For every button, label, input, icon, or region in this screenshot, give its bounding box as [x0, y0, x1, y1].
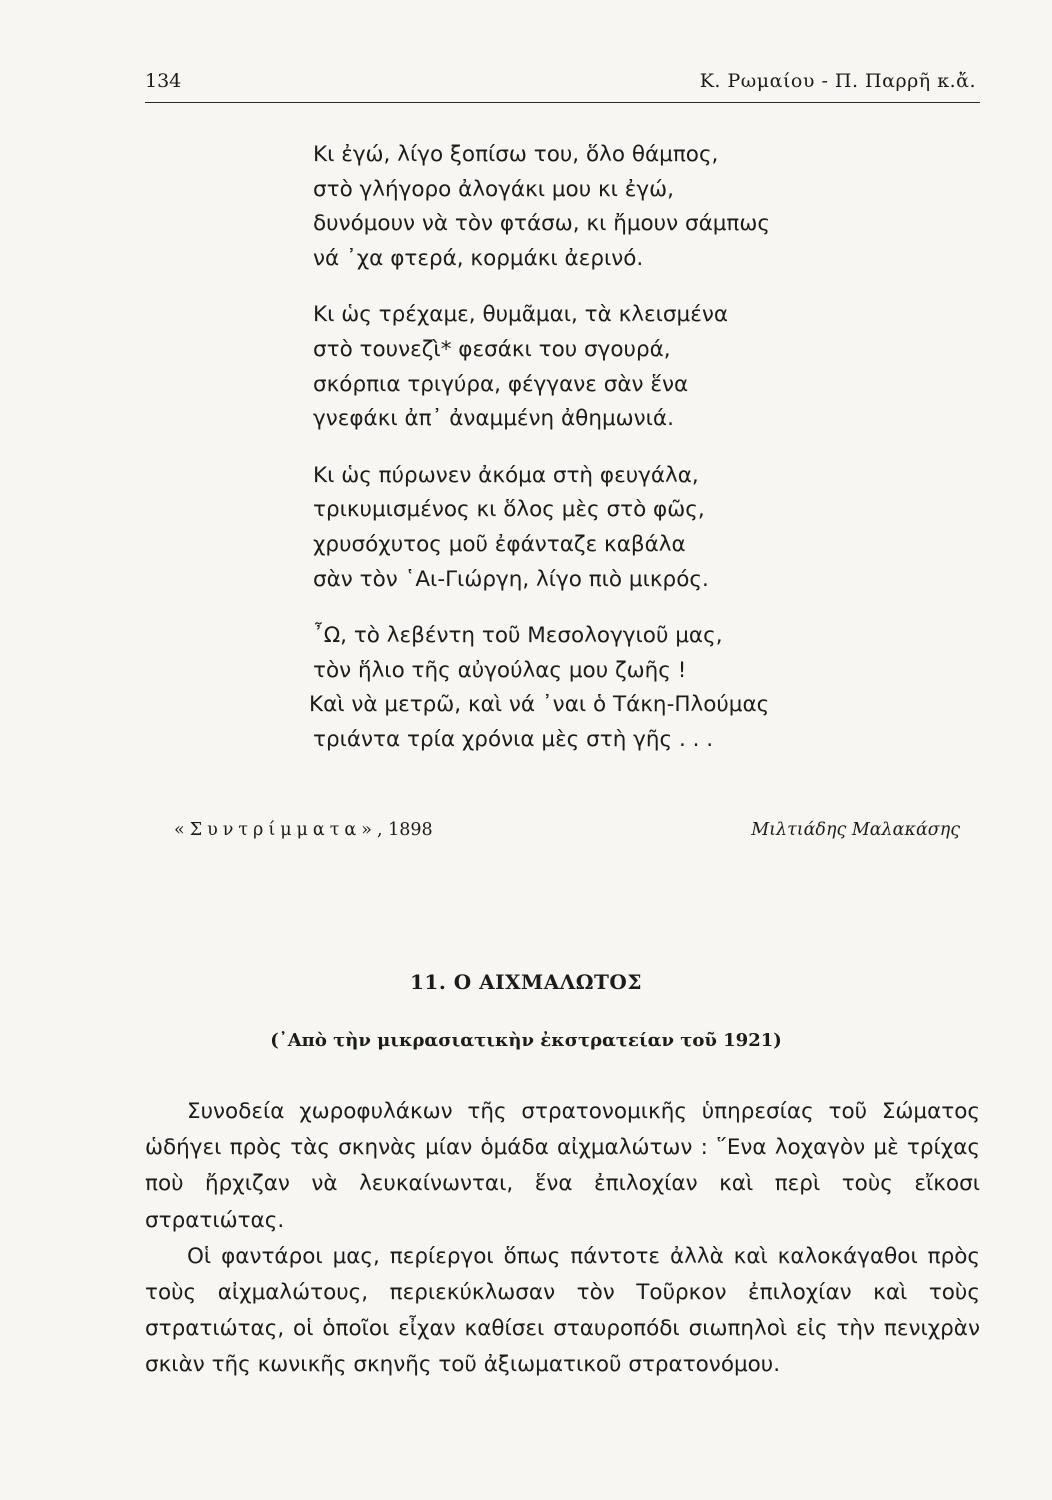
- poem-source-year: , 1898: [376, 820, 433, 840]
- poem-stanza: [313, 138, 873, 276]
- poem-line: τρικυμισμένος κι ὅλος μὲς στὸ φῶς,: [313, 497, 705, 523]
- paragraph: Συνοδεία χωροφυλάκων τῆς στρατονομικῆς ὑπηρεσίας τοῦ Σώματος ὡδήγει πρὸς τὰς σκηνὰς μίαν ὁμάδα αἰχμαλώτων : ῞Ενα λοχαγὸν μὲ τρίχας ποὺ ἤρχιζαν νὰ λευκαίνωνται, ἕνα ἐπιλοχίαν καὶ περὶ τοὺς εἴκοσι στρατιώτας.: [145, 1099, 980, 1233]
- poem-line: χρυσόχυτος μοῦ ἐφάνταζε καβάλα: [313, 531, 686, 557]
- poem-line: τριάντα τρία χρόνια μὲς στὴ γῆς . . .: [313, 726, 714, 752]
- poem-stanza: [309, 619, 873, 757]
- poem-source: [174, 820, 433, 840]
- poem-line: Κι ἐγώ, λίγο ξοπίσω του, ὅλο θάμπος,: [313, 142, 719, 167]
- poem-line: Καὶ νὰ μετρῶ, καὶ νά ᾽ναι ὁ Τάκη-Πλούμας: [309, 692, 770, 718]
- running-head: Κ. Ρωμαίου - Π. Παρρῆ κ.ἄ.: [699, 70, 976, 92]
- poem-line: στὸ τουνεζὶ* φεσάκι του σγουρά,: [313, 336, 671, 362]
- poem-line: τὸν ἥλιο τῆς αὐγούλας μου ζωῆς !: [313, 657, 687, 683]
- page-header: [145, 66, 980, 103]
- section-title: 11. Ο ΑΙΧΜΑΛΩΤΟΣ: [410, 970, 642, 994]
- poem: [309, 138, 873, 780]
- poem-line: ῏Ω, τὸ λεβέντη τοῦ Μεσολογγιοῦ μας,: [313, 623, 723, 649]
- poem-stanza: [313, 298, 873, 436]
- poem-line: στὸ γλήγορο ἀλογάκι μου κι ἐγώ,: [313, 176, 674, 202]
- poem-line: γνεφάκι ἀπ᾽ ἀναμμένη ἀθημωνιά.: [313, 406, 674, 432]
- poem-source-title: «Συντρίμματα»: [174, 820, 377, 840]
- paragraph: Οἱ φαντάροι μας, περίεργοι ὅπως πάντοτε ἀλλὰ καὶ καλοκάγαθοι πρὸς τοὺς αἰχμαλώτους, περιεκύκλωσαν τὸν Τοῦρκον ἐπιλοχίαν καὶ τοὺς στρατιώτας, οἱ ὁποῖοι εἶχαν καθίσει σταυροπόδι σιωπηλοὶ εἰς τὴν πενιχρὰν σκιὰν τῆς κωνικῆς σκηνῆς τοῦ ἀξιωματικοῦ στρατονόμου.: [145, 1243, 980, 1378]
- poem-line: Κι ὡς πύρωνεν ἀκόμα στὴ φευγάλα,: [313, 462, 699, 488]
- page-number: 134: [145, 70, 182, 92]
- poem-author: Μιλτιάδης Μαλακάσης: [751, 820, 960, 840]
- section-subtitle: (᾽Απὸ τὴν μικρασιατικὴν ἐκστρατείαν τοῦ 1921): [270, 1030, 782, 1051]
- body-text: [145, 1094, 980, 1384]
- poem-line: σκόρπια τριγύρα, φέγγανε σὰν ἕνα: [313, 371, 689, 397]
- poem-line: δυνόμουν νὰ τὸν φτάσω, κι ἤμουν σάμπως: [313, 211, 771, 237]
- poem-line: Κι ὡς τρέχαμε, θυμᾶμαι, τὰ κλεισμένα: [313, 302, 729, 328]
- poem-line: σὰν τὸν ῾Αι-Γιώργη, λίγο πιὸ μικρός.: [313, 566, 709, 592]
- poem-stanza: [313, 459, 873, 597]
- poem-line: νά ᾽χα φτερά, κορμάκι ἀερινό.: [313, 245, 644, 271]
